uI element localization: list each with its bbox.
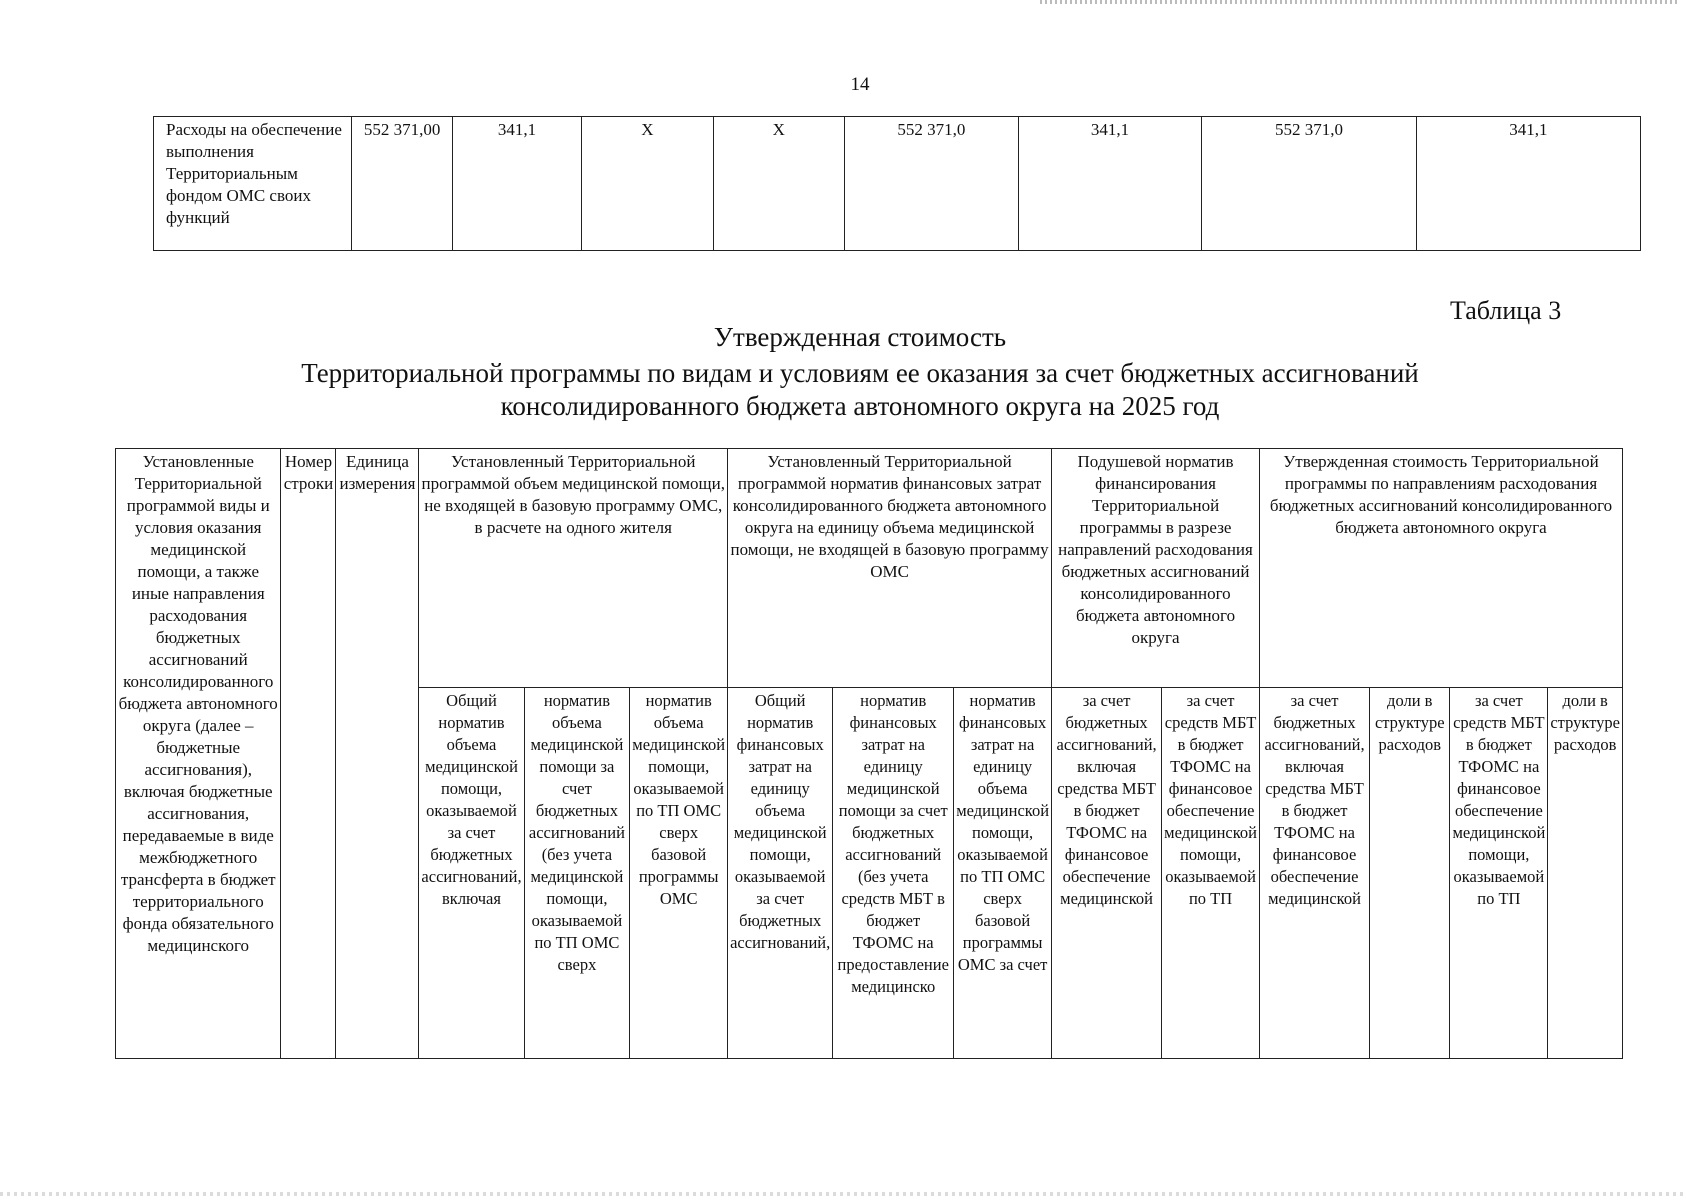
- header-cell: Установленный Территориальной программой норматив финансовых затрат консолидированного бюджета автономного округа на единицу объема медицинской помощи, не входящей в базовую программу ОМС: [728, 449, 1052, 688]
- table-label: Таблица 3: [1450, 296, 1562, 325]
- header-cell: норматив финансовых затрат на единицу объема медицинской помощи, оказываемой по ТП ОМС сверх базовой программы ОМС за счет: [954, 688, 1052, 1059]
- table-cell: Расходы на обеспечение выполнения Территориальным фондом ОМС своих функций: [154, 117, 352, 251]
- header-cell: за счет средств МБТ в бюджет ТФОМС на финансовое обеспечение медицинской помощи, оказываемой по ТП: [1450, 688, 1548, 1059]
- header-row-1: [116, 449, 1623, 688]
- table-cell: 552 371,0: [844, 117, 1018, 251]
- table-cell: 552 371,0: [1202, 117, 1417, 251]
- header-cell: Утвержденная стоимость Территориальной программы по направлениям расходования бюджетных ассигнований консолидированного бюджета автономного округа: [1259, 449, 1622, 688]
- table-cell: 341,1: [452, 117, 581, 251]
- table-cell: 341,1: [1416, 117, 1640, 251]
- continuation-table: [153, 116, 1641, 251]
- table-title-line3: консолидированного бюджета автономного округа на 2025 год: [500, 391, 1220, 421]
- table-title-line2: Территориальной программы по видам и условиям ее оказания за счет бюджетных ассигнований: [301, 358, 1419, 388]
- table-cell: Х: [582, 117, 713, 251]
- table-row: [154, 117, 1641, 251]
- header-cell: за счет средств МБТ в бюджет ТФОМС на финансовое обеспечение медицинской помощи, оказываемой по ТП: [1162, 688, 1260, 1059]
- header-cell: норматив финансовых затрат на единицу медицинской помощи за счет бюджетных ассигнований (без учета средств МБТ в бюджет ТФОМС на предоставление медицинско: [833, 688, 954, 1059]
- header-cell: норматив объема медицинской помощи, оказываемой по ТП ОМС сверх базовой программы ОМС: [630, 688, 728, 1059]
- header-cell: Общий норматив объема медицинской помощи, оказываемой за счет бюджетных ассигнований, включая: [419, 688, 524, 1059]
- header-cell: за счет бюджетных ассигнований, включая средства МБТ в бюджет ТФОМС на финансовое обеспечение медицинской: [1259, 688, 1369, 1059]
- table-title-line1: Утвержденная стоимость: [713, 322, 1007, 352]
- scan-artifact: [0, 1192, 1686, 1196]
- cost-table: [115, 448, 1623, 1059]
- header-cell: доли в структуре расходов: [1370, 688, 1450, 1059]
- header-cell: за счет бюджетных ассигнований, включая средства МБТ в бюджет ТФОМС на финансовое обеспечение медицинской: [1052, 688, 1162, 1059]
- header-cell: норматив объема медицинской помощи за счет бюджетных ассигнований (без учета медицинской помощи, оказываемой по ТП ОМС сверх: [524, 688, 630, 1059]
- header-cell: Общий норматив финансовых затрат на единицу объема медицинской помощи, оказываемой за счет бюджетных ассигнований,: [728, 688, 833, 1059]
- header-cell: Подушевой норматив финансирования Территориальной программы в разрезе направлений расходования бюджетных ассигнований консолидированного бюджета автономного округа: [1052, 449, 1260, 688]
- table-cell: 341,1: [1018, 117, 1202, 251]
- header-cell: Установленный Территориальной программой объем медицинской помощи, не входящей в базовую программу ОМС, в расчете на одного жителя: [419, 449, 728, 688]
- header-cell: Номер строки: [281, 449, 336, 1059]
- header-cell: Единица измерения: [336, 449, 419, 1059]
- scan-artifact: [1040, 0, 1680, 4]
- table-cell: Х: [713, 117, 844, 251]
- header-cell: Установленные Территориальной программой виды и условия оказания медицинской помощи, а также иные направления расходования бюджетных ассигнований консолидированного бюджета автономного округа (далее – бюджетные ассигнования), включая бюджетные ассигнования, передаваемые в виде межбюджетного трансферта в бюджет территориального фонда обязательного медицинского: [116, 449, 281, 1059]
- table-cell: 552 371,00: [352, 117, 453, 251]
- header-cell: доли в структуре расходов: [1548, 688, 1623, 1059]
- page-number: 14: [850, 74, 870, 95]
